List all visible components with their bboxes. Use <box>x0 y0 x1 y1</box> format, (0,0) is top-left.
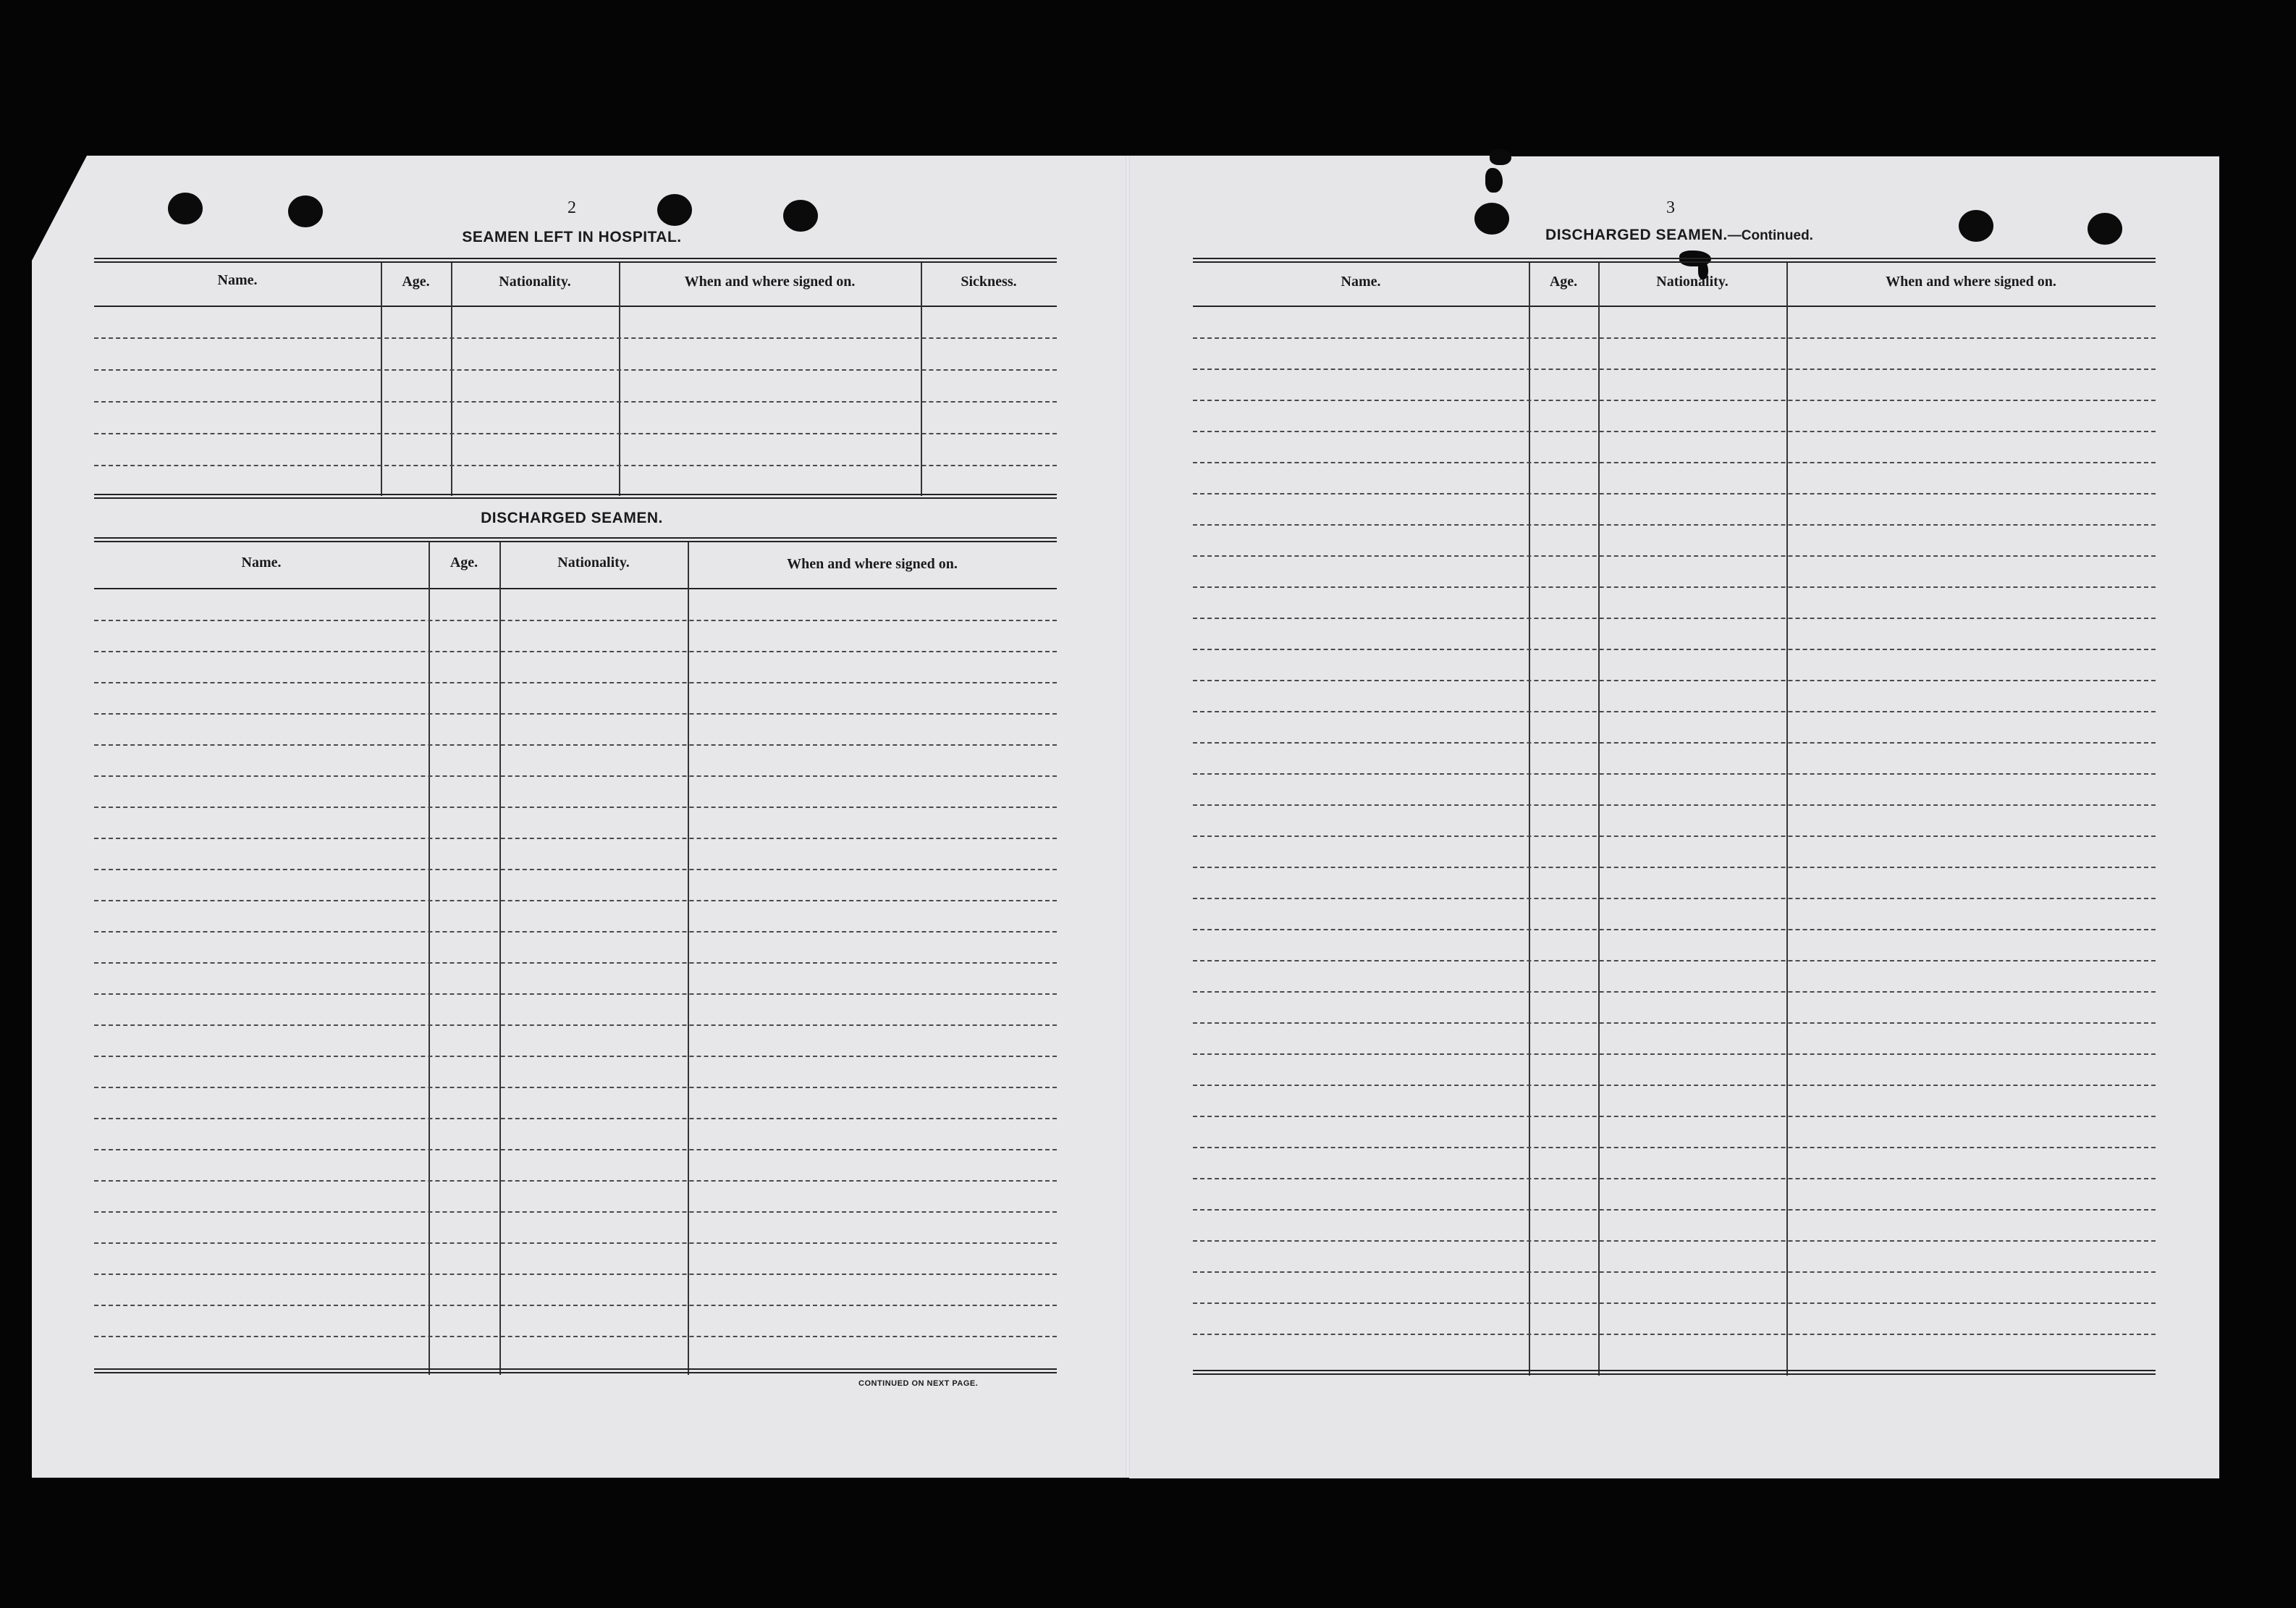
table-row <box>1193 742 2156 744</box>
column-header-sickness: Sickness. <box>961 274 1017 290</box>
table-row <box>94 1336 1057 1337</box>
punch-hole <box>1959 210 1993 242</box>
table-row <box>1193 929 2156 930</box>
table-row <box>1193 960 2156 961</box>
column-divider <box>451 263 452 496</box>
table-bottom-rule <box>1193 1370 2156 1371</box>
punch-hole <box>783 200 818 232</box>
table-row <box>1193 1147 2156 1148</box>
table-row <box>1193 337 2156 339</box>
ink-blot <box>1485 168 1503 193</box>
page-number: 2 <box>567 198 576 217</box>
ink-blot <box>1490 149 1511 165</box>
table-row <box>1193 1271 2156 1273</box>
table-row <box>94 465 1057 466</box>
column-header-age: Age. <box>1549 274 1578 290</box>
table-row <box>1193 1209 2156 1211</box>
page-gutter <box>1126 156 1130 1478</box>
column-header-name: Name. <box>241 555 282 571</box>
table-row <box>1193 804 2156 806</box>
table-row <box>1193 493 2156 494</box>
table-row <box>1193 649 2156 650</box>
discharged-table <box>94 537 1057 1377</box>
table-bottom-rule <box>94 1368 1057 1370</box>
table-row <box>94 401 1057 403</box>
table-row <box>94 369 1057 371</box>
column-header-name: Name. <box>217 272 258 288</box>
table-top-rule <box>94 537 1057 539</box>
hospital-section-title: SEAMEN LEFT IN HOSPITAL. <box>462 229 682 245</box>
column-divider <box>429 542 430 1375</box>
table-row <box>1193 431 2156 432</box>
table-row <box>94 807 1057 808</box>
table-row <box>94 744 1057 746</box>
table-row <box>94 337 1057 339</box>
discharged-continued-title-text: DISCHARGED SEAMEN. <box>1545 227 1728 243</box>
table-row <box>1193 835 2156 837</box>
table-row <box>94 1211 1057 1213</box>
discharged-continued-table <box>1193 258 2156 1377</box>
table-top-rule <box>94 258 1057 259</box>
table-row <box>94 838 1057 839</box>
table-row <box>94 1242 1057 1244</box>
column-header-age: Age. <box>450 555 478 571</box>
table-row <box>94 433 1057 434</box>
page-number: 3 <box>1666 198 1675 217</box>
header-rule <box>1193 306 2156 307</box>
table-row <box>94 682 1057 683</box>
table-row <box>1193 400 2156 401</box>
column-header-nationality: Nationality. <box>499 274 571 290</box>
table-row <box>94 620 1057 621</box>
table-row <box>1193 524 2156 526</box>
column-header-nationality: Nationality. <box>557 555 630 571</box>
table-row <box>94 1118 1057 1119</box>
column-header-signed-on: When and where signed on. <box>684 274 856 290</box>
table-row <box>94 713 1057 715</box>
table-row <box>1193 680 2156 681</box>
table-row <box>1193 867 2156 868</box>
column-divider <box>381 263 382 496</box>
punch-hole <box>168 193 203 224</box>
table-row <box>1193 1178 2156 1179</box>
table-row <box>1193 462 2156 463</box>
table-row <box>1193 1022 2156 1024</box>
discharged-continued-title <box>1477 227 1882 244</box>
sheet-corner-cut <box>32 156 87 261</box>
discharged-section-title: DISCHARGED SEAMEN. <box>481 510 663 526</box>
table-bottom-rule <box>94 494 1057 495</box>
continued-suffix: —Continued. <box>1727 228 1813 243</box>
table-row <box>94 869 1057 870</box>
table-row <box>1193 1302 2156 1304</box>
table-row <box>94 1305 1057 1306</box>
table-row <box>1193 369 2156 370</box>
table-row <box>1193 555 2156 557</box>
column-header-name: Name. <box>1341 274 1381 290</box>
column-divider <box>619 263 620 496</box>
column-header-signed-on: When and where signed on. <box>787 556 958 572</box>
table-row <box>94 651 1057 652</box>
hospital-table <box>94 258 1057 500</box>
table-row <box>1193 586 2156 588</box>
table-row <box>94 993 1057 995</box>
header-rule <box>94 588 1057 589</box>
table-row <box>1193 711 2156 712</box>
table-top-rule <box>1193 258 2156 259</box>
table-row <box>94 1274 1057 1275</box>
column-divider <box>921 263 922 496</box>
table-row <box>1193 1240 2156 1242</box>
table-row <box>94 1180 1057 1182</box>
table-row <box>94 1149 1057 1150</box>
table-row <box>1193 1334 2156 1335</box>
column-header-signed-on: When and where signed on. <box>1886 274 2056 290</box>
table-row <box>1193 1085 2156 1086</box>
continued-footer: CONTINUED ON NEXT PAGE. <box>858 1379 979 1388</box>
table-row <box>1193 1116 2156 1117</box>
table-row <box>94 1024 1057 1026</box>
table-row <box>94 1056 1057 1057</box>
punch-hole <box>2088 213 2122 245</box>
punch-hole <box>657 194 692 226</box>
header-rule <box>94 306 1057 307</box>
column-header-age: Age. <box>402 274 430 290</box>
column-divider <box>499 542 501 1375</box>
table-row <box>94 962 1057 964</box>
table-row <box>1193 898 2156 899</box>
table-row <box>1193 991 2156 993</box>
table-row <box>94 900 1057 901</box>
punch-hole <box>288 195 323 227</box>
table-row <box>94 1087 1057 1088</box>
table-row <box>94 775 1057 777</box>
table-row <box>1193 618 2156 619</box>
column-header-nationality: Nationality. <box>1656 274 1729 290</box>
table-row <box>1193 1053 2156 1055</box>
table-row <box>1193 773 2156 775</box>
column-divider <box>688 542 689 1375</box>
table-row <box>94 931 1057 933</box>
